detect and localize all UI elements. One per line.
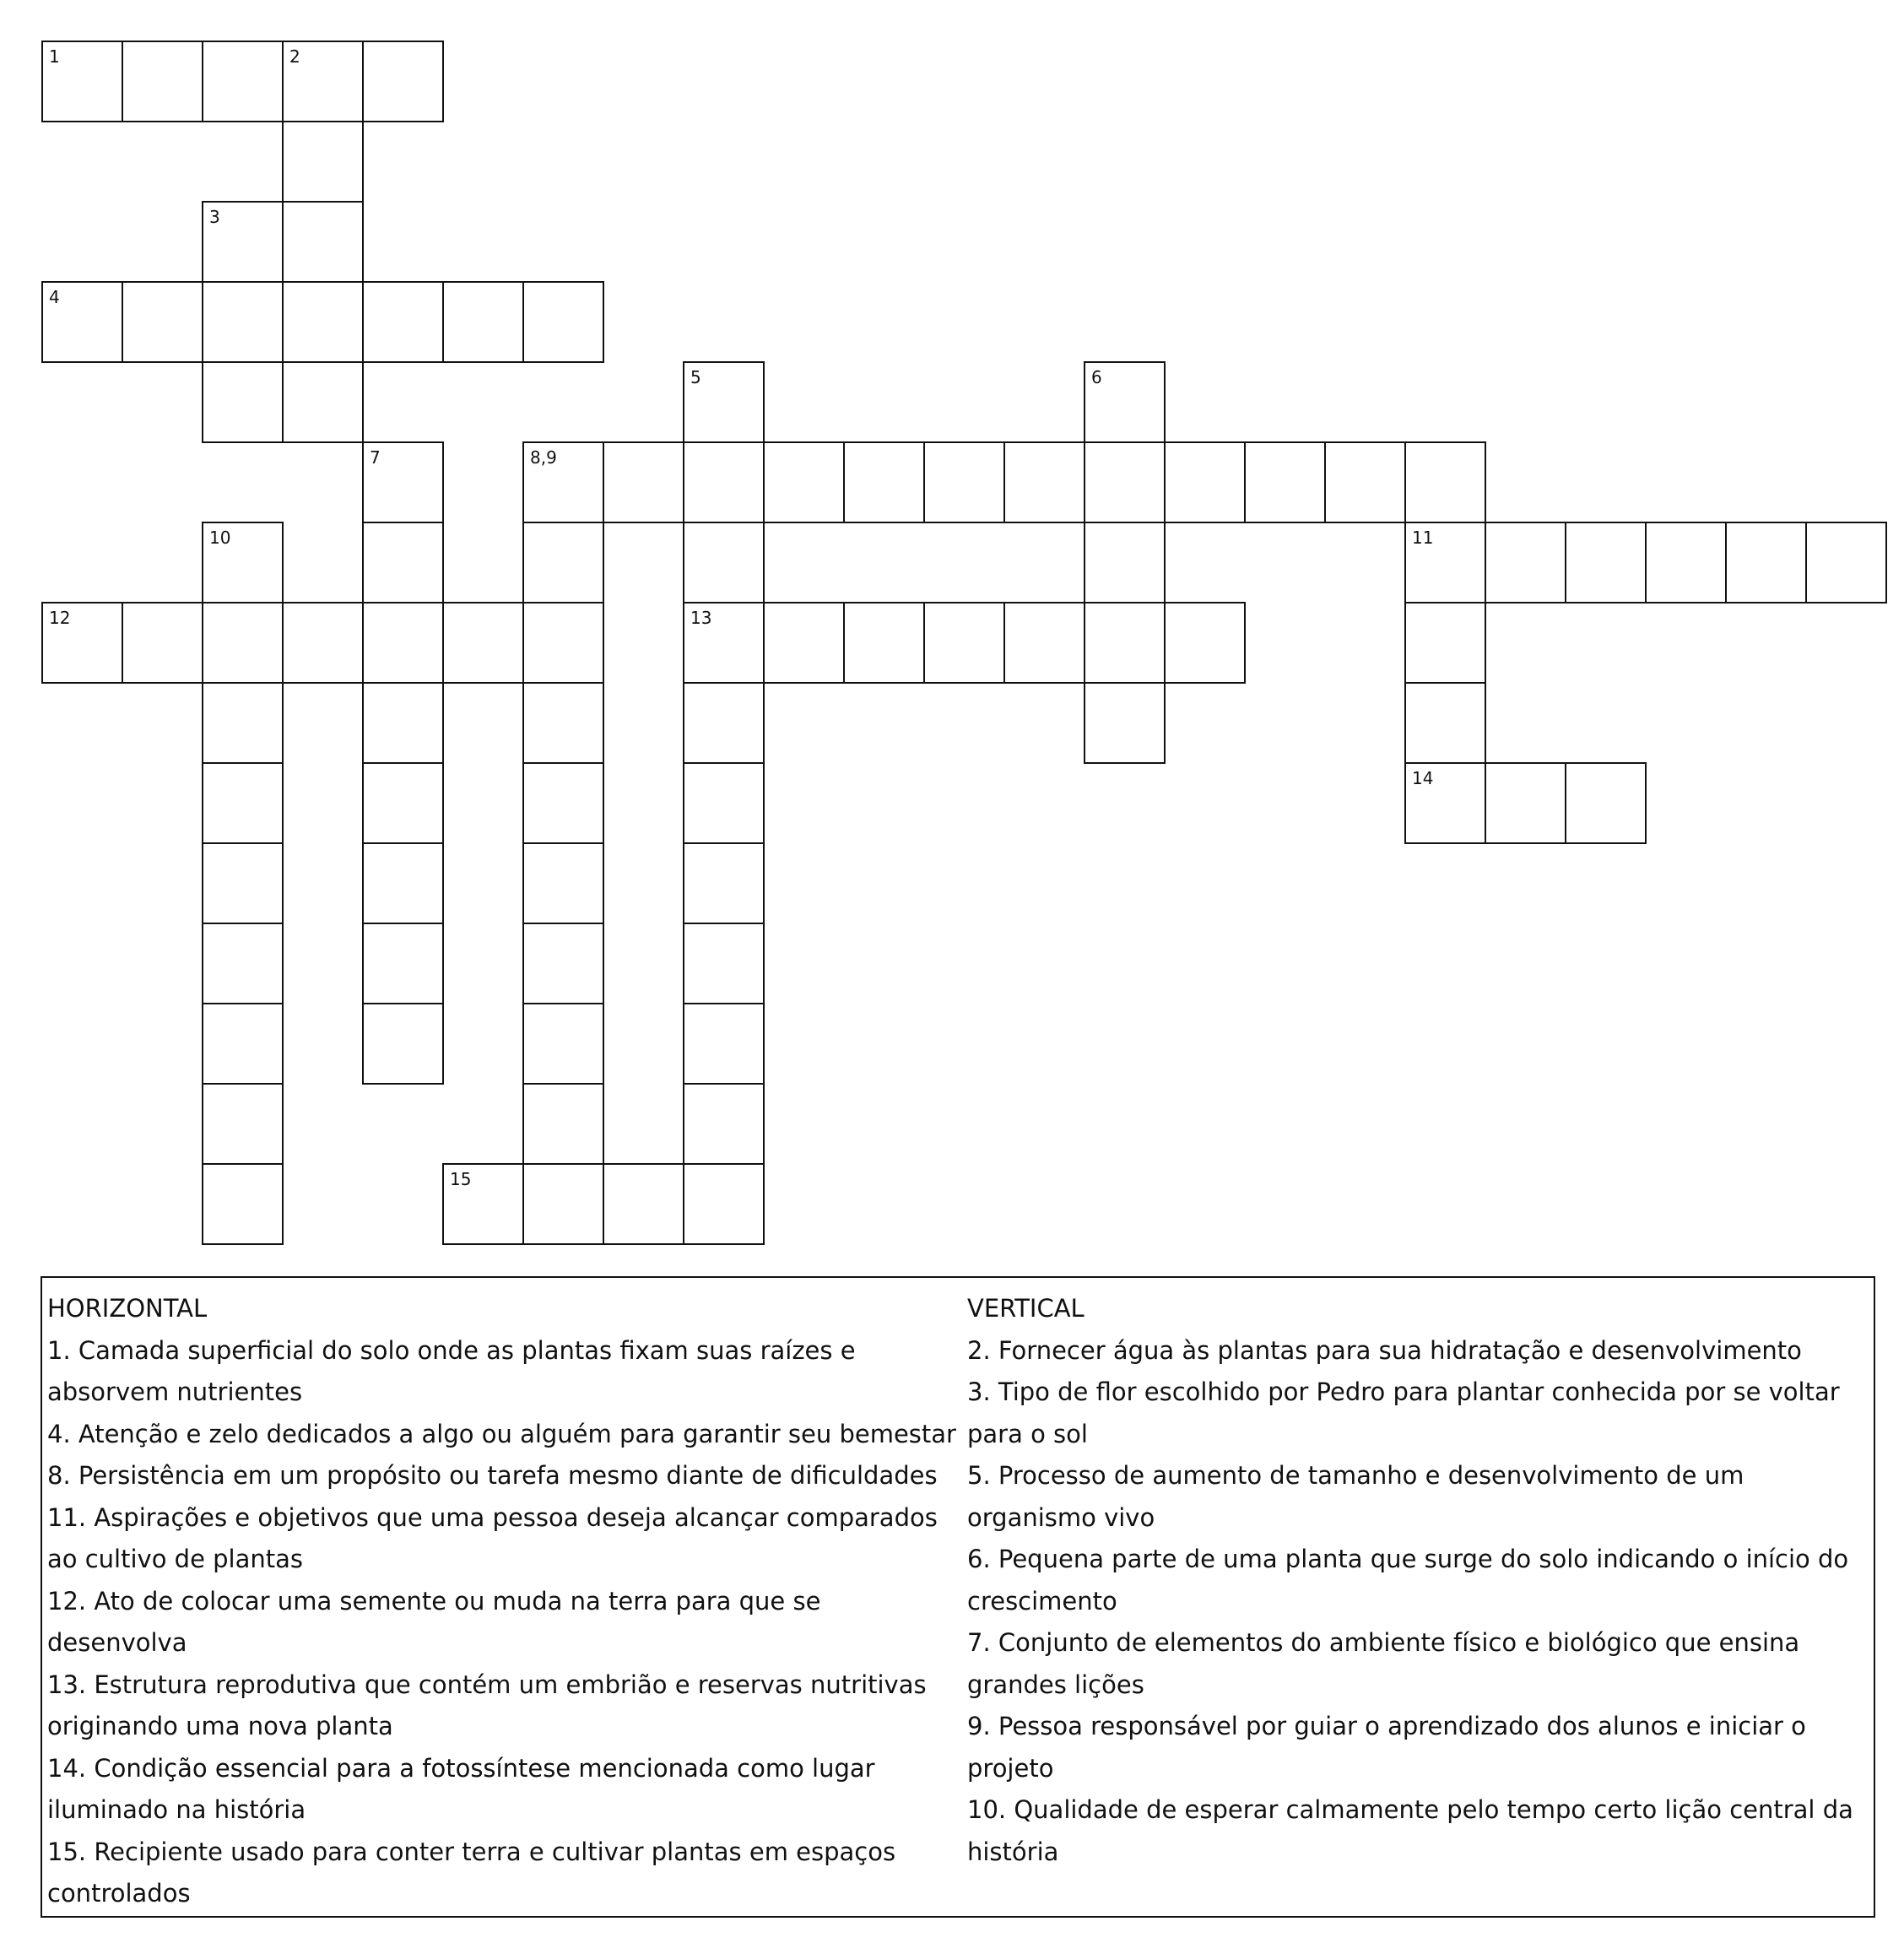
crossword-cell[interactable] bbox=[522, 842, 604, 924]
crossword-cell-14[interactable] bbox=[1404, 762, 1486, 844]
clue-v5: 5. Processo de aumento de tamanho e desenvolvimento de um organismo vivo bbox=[967, 1461, 1744, 1532]
clues-box bbox=[41, 1276, 1875, 1918]
crossword-cell[interactable] bbox=[1084, 602, 1166, 684]
horizontal-clues bbox=[47, 1288, 967, 1915]
clue-number: 11 bbox=[1412, 528, 1434, 548]
crossword-cell[interactable] bbox=[683, 1003, 765, 1085]
crossword-cell[interactable] bbox=[683, 1163, 765, 1245]
crossword-cell[interactable] bbox=[923, 441, 1005, 523]
crossword-cell[interactable] bbox=[1244, 441, 1326, 523]
crossword-cell[interactable] bbox=[1003, 441, 1085, 523]
crossword-cell[interactable] bbox=[1404, 682, 1486, 764]
crossword-cell[interactable] bbox=[282, 602, 364, 684]
crossword-cell[interactable] bbox=[202, 1003, 284, 1085]
crossword-cell[interactable] bbox=[442, 602, 524, 684]
clue-number: 8,9 bbox=[530, 447, 557, 468]
crossword-cell[interactable] bbox=[1485, 522, 1566, 603]
crossword-cell[interactable] bbox=[442, 281, 524, 363]
crossword-cell[interactable] bbox=[1805, 522, 1887, 603]
crossword-cell[interactable] bbox=[202, 1163, 284, 1245]
crossword-cell-6[interactable] bbox=[1084, 361, 1166, 443]
crossword-cell-7[interactable] bbox=[362, 441, 444, 523]
crossword-cell[interactable] bbox=[1164, 602, 1246, 684]
crossword-cell[interactable] bbox=[683, 842, 765, 924]
clue-v9: 9. Pessoa responsável por guiar o aprendizado dos alunos e iniciar o projeto bbox=[967, 1712, 1806, 1783]
crossword-cell-1[interactable] bbox=[41, 41, 123, 122]
clue-number: 14 bbox=[1412, 768, 1434, 788]
crossword-cell[interactable] bbox=[522, 522, 604, 603]
clue-h11: 11. Aspirações e objetivos que uma pessoa deseja alcançar comparados ao cultivo de plantas bbox=[47, 1502, 938, 1573]
crossword-cell[interactable] bbox=[202, 923, 284, 1004]
crossword-cell[interactable] bbox=[683, 522, 765, 603]
crossword-cell[interactable] bbox=[362, 602, 444, 684]
crossword-cell[interactable] bbox=[202, 602, 284, 684]
clue-h14: 14. Condição essencial para a fotossíntese mencionada como lugar iluminado na história bbox=[47, 1753, 875, 1824]
vertical-clues bbox=[967, 1288, 1870, 1873]
crossword-cell[interactable] bbox=[202, 41, 284, 122]
clue-v2: 2. Fornecer água às plantas para sua hidratação e desenvolvimento bbox=[967, 1335, 1802, 1365]
crossword-cell[interactable] bbox=[1565, 762, 1647, 844]
clue-number: 2 bbox=[289, 46, 300, 67]
clue-v6: 6. Pequena parte de uma planta que surge do solo indicando o início do crescimento bbox=[967, 1545, 1849, 1616]
clue-number: 4 bbox=[49, 287, 60, 307]
crossword-cell[interactable] bbox=[522, 762, 604, 844]
crossword-cell[interactable] bbox=[1164, 441, 1246, 523]
crossword-cell[interactable] bbox=[683, 923, 765, 1004]
crossword-cell[interactable] bbox=[1645, 522, 1727, 603]
crossword-cell-5[interactable] bbox=[683, 361, 765, 443]
crossword-cell[interactable] bbox=[122, 281, 203, 363]
crossword-cell[interactable] bbox=[202, 281, 284, 363]
crossword-cell[interactable] bbox=[362, 762, 444, 844]
crossword-cell[interactable] bbox=[522, 1163, 604, 1245]
crossword-cell[interactable] bbox=[1565, 522, 1647, 603]
crossword-cell[interactable] bbox=[362, 41, 444, 122]
clue-v3: 3. Tipo de flor escolhido por Pedro para plantar conhecida por se voltar para o sol bbox=[967, 1377, 1840, 1448]
crossword-cell[interactable] bbox=[1485, 762, 1566, 844]
clue-number: 15 bbox=[450, 1169, 472, 1189]
crossword-cell[interactable] bbox=[522, 602, 604, 684]
crossword-cell[interactable] bbox=[522, 281, 604, 363]
crossword-cell[interactable] bbox=[202, 682, 284, 764]
crossword-cell[interactable] bbox=[923, 602, 1005, 684]
crossword-cell[interactable] bbox=[603, 1163, 684, 1245]
crossword-cell[interactable] bbox=[202, 762, 284, 844]
crossword-cell-2[interactable] bbox=[282, 41, 364, 122]
crossword-cell[interactable] bbox=[202, 842, 284, 924]
clue-number: 1 bbox=[49, 46, 60, 67]
crossword-cell[interactable] bbox=[362, 682, 444, 764]
clue-number: 12 bbox=[49, 608, 71, 628]
crossword-cell[interactable] bbox=[122, 41, 203, 122]
clue-h1: 1. Camada superficial do solo onde as plantas fixam suas raízes e absorvem nutrientes bbox=[47, 1335, 856, 1406]
crossword-cell[interactable] bbox=[1003, 602, 1085, 684]
crossword-cell[interactable] bbox=[362, 1003, 444, 1085]
crossword-cell[interactable] bbox=[1404, 602, 1486, 684]
crossword-cell[interactable] bbox=[122, 602, 203, 684]
crossword-cell[interactable] bbox=[522, 682, 604, 764]
clue-number: 5 bbox=[690, 367, 701, 387]
crossword-cell-3[interactable] bbox=[202, 201, 284, 283]
crossword-cell[interactable] bbox=[603, 441, 684, 523]
clue-number: 13 bbox=[690, 608, 712, 628]
crossword-cell[interactable] bbox=[282, 361, 364, 443]
crossword-cell[interactable] bbox=[362, 522, 444, 603]
crossword-cell[interactable] bbox=[1725, 522, 1807, 603]
crossword-cell[interactable] bbox=[763, 441, 845, 523]
clue-v10: 10. Qualidade de esperar calmamente pelo tempo certo lição central da história bbox=[967, 1795, 1853, 1866]
crossword-cell[interactable] bbox=[202, 1083, 284, 1165]
crossword-cell[interactable] bbox=[763, 602, 845, 684]
crossword-cell-8-9[interactable] bbox=[522, 441, 604, 523]
crossword-cell-15[interactable] bbox=[442, 1163, 524, 1245]
crossword-cell[interactable] bbox=[362, 281, 444, 363]
crossword-cell[interactable] bbox=[683, 1083, 765, 1165]
crossword-cell[interactable] bbox=[843, 602, 925, 684]
clue-number: 3 bbox=[209, 207, 220, 227]
crossword-cell[interactable] bbox=[1084, 522, 1166, 603]
crossword-cell[interactable] bbox=[362, 923, 444, 1004]
crossword-cell-4[interactable] bbox=[41, 281, 123, 363]
crossword-cell-12[interactable] bbox=[41, 602, 123, 684]
crossword-cell[interactable] bbox=[683, 441, 765, 523]
clue-number: 10 bbox=[209, 528, 231, 548]
clue-number: 7 bbox=[370, 447, 381, 468]
vertical-heading: VERTICAL bbox=[967, 1294, 1085, 1323]
crossword-cell[interactable] bbox=[522, 1003, 604, 1085]
clue-h8: 8. Persistência em um propósito ou tarefa mesmo diante de dificuldades bbox=[47, 1461, 938, 1490]
clue-h4: 4. Atenção e zelo dedicados a algo ou alguém para garantir seu bemestar bbox=[47, 1419, 956, 1448]
crossword-cell[interactable] bbox=[522, 923, 604, 1004]
crossword-cell[interactable] bbox=[282, 201, 364, 283]
crossword-cell[interactable] bbox=[1324, 441, 1406, 523]
horizontal-heading: HORIZONTAL bbox=[47, 1294, 208, 1323]
crossword-cell[interactable] bbox=[282, 281, 364, 363]
crossword-cell[interactable] bbox=[1084, 682, 1166, 764]
crossword-cell[interactable] bbox=[683, 682, 765, 764]
crossword-cell[interactable] bbox=[522, 1083, 604, 1165]
clue-h12: 12. Ato de colocar uma semente ou muda na terra para que se desenvolva bbox=[47, 1586, 821, 1657]
crossword-cell[interactable] bbox=[1404, 441, 1486, 523]
clue-v7: 7. Conjunto de elementos do ambiente físico e biológico que ensina grandes lições bbox=[967, 1628, 1800, 1699]
crossword-cell[interactable] bbox=[683, 762, 765, 844]
crossword-cell-10[interactable] bbox=[202, 522, 284, 603]
crossword-cell-13[interactable] bbox=[683, 602, 765, 684]
clue-h15: 15. Recipiente usado para conter terra e cultivar plantas em espaços controlados bbox=[47, 1837, 896, 1908]
crossword-cell[interactable] bbox=[282, 121, 364, 203]
crossword-cell[interactable] bbox=[202, 361, 284, 443]
clue-number: 6 bbox=[1091, 367, 1102, 387]
crossword-cell[interactable] bbox=[1084, 441, 1166, 523]
crossword-cell[interactable] bbox=[843, 441, 925, 523]
crossword-cell[interactable] bbox=[362, 842, 444, 924]
clue-h13: 13. Estrutura reprodutiva que contém um embrião e reservas nutritivas originando uma nova planta bbox=[47, 1670, 927, 1740]
crossword-cell-11[interactable] bbox=[1404, 522, 1486, 603]
